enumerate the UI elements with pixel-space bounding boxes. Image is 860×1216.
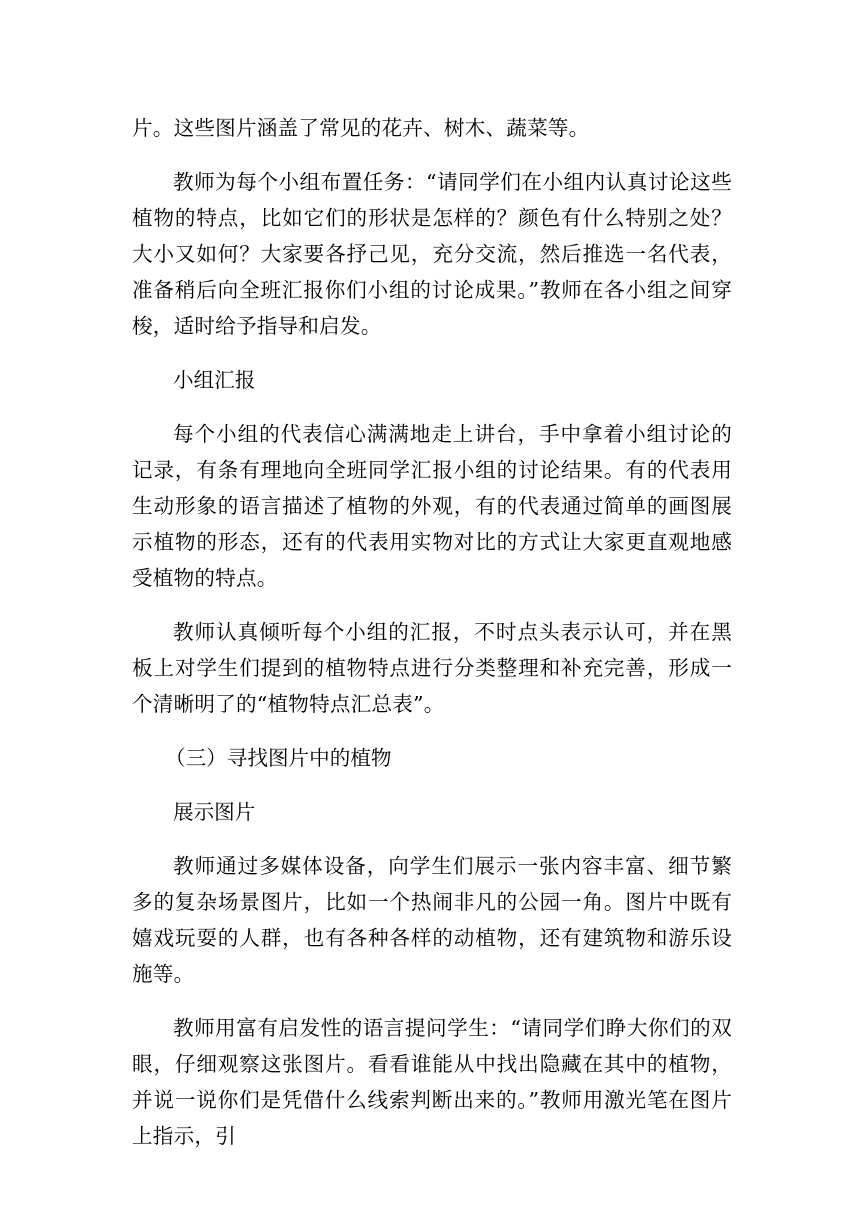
paragraph-representatives: 每个小组的代表信心满满地走上讲台，手中拿着小组讨论的记录，有条有理地向全班同学汇报小组的讨论结果。有的代表用生动形象的语言描述了植物的外观，有的代表通过简单的画图展示植物的形态，还有的代表用实物对比的方式让大家更直观地感受植物的特点。 — [132, 422, 732, 590]
paragraph-task-assignment: 教师为每个小组布置任务：“请同学们在小组内认真讨论这些植物的特点，比如它们的形状是怎样的？颜色有什么特别之处？大小又如何？大家要各抒己见，充分交流，然后推选一名代表，准备稍后向全班汇报你们小组的讨论成果。”教师在各小组之间穿梭，适时给予指导和启发。 — [132, 170, 732, 338]
paragraph-teacher-question: 教师用富有启发性的语言提问学生：“请同学们睁大你们的双眼，仔细观察这张图片。看看谁能从中找出隐藏在其中的植物，并说一说你们是凭借什么线索判断出来的。”教师用激光笔在图片上指示，引 — [132, 1016, 732, 1148]
heading-section-three: （三）寻找图片中的植物 — [165, 746, 392, 770]
paragraph-show-scene: 教师通过多媒体设备，向学生们展示一张内容丰富、细节繁多的复杂场景图片，比如一个热闹非凡的公园一角。图片中既有嬉戏玩耍的人群，也有各种各样的动植物，还有建筑物和游乐设施等。 — [132, 854, 732, 986]
heading-group-report: 小组汇报 — [173, 368, 256, 392]
document-body — [132, 110, 732, 1154]
heading-show-picture: 展示图片 — [173, 800, 256, 824]
paragraph-teacher-summary: 教师认真倾听每个小组的汇报，不时点头表示认可，并在黑板上对学生们提到的植物特点进行分类整理和补充完善，形成一个清晰明了的“植物特点汇总表”。 — [132, 620, 732, 716]
paragraph-continuation: 片。这些图片涵盖了常见的花卉、树木、蔬菜等。 — [132, 116, 590, 140]
